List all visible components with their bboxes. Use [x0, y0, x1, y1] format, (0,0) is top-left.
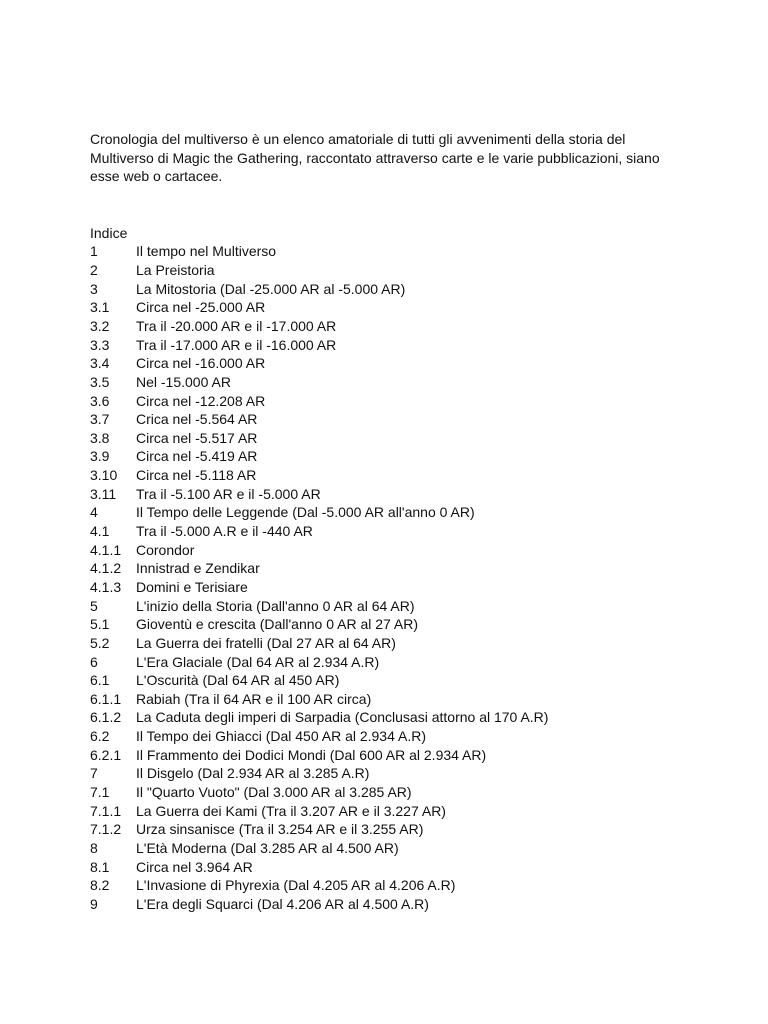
toc-entry-title: Il tempo nel Multiverso: [136, 243, 277, 260]
toc-entry-number: 7.1.1: [90, 802, 122, 819]
toc-entry: [90, 298, 690, 317]
toc-entry: [90, 373, 690, 392]
toc-entry-title: Circa nel 3.964 AR: [136, 858, 253, 875]
toc-entry-number: 3.4: [90, 355, 110, 372]
toc-entry-number: 2: [90, 262, 98, 279]
toc-entry-title: La Guerra dei Kami (Tra il 3.207 AR e il 3.227 AR): [136, 802, 446, 819]
toc-entry-number: 5.2: [90, 634, 110, 651]
toc-entry: [90, 690, 690, 709]
toc-entry: [90, 895, 690, 914]
toc-entry-number: 8.2: [90, 877, 110, 894]
toc-entry-title: Tra il -5.000 A.R e il -440 AR: [136, 523, 313, 540]
toc-entry: [90, 242, 690, 261]
toc-entry-title: Innistrad e Zendikar: [136, 560, 260, 577]
toc-entry-number: 3: [90, 280, 98, 297]
toc-entry: [90, 447, 690, 466]
toc-entry: [90, 317, 690, 336]
toc-entry-number: 3.2: [90, 317, 110, 334]
toc-entry: [90, 559, 690, 578]
toc-entry: [90, 653, 690, 672]
toc-entry-number: 4.1: [90, 523, 110, 540]
toc-entry-number: 3.3: [90, 336, 110, 353]
toc-entry: [90, 820, 690, 839]
toc-entry: [90, 783, 690, 802]
toc-entry: [90, 634, 690, 653]
toc-entry-title: Il "Quarto Vuoto" (Dal 3.000 AR al 3.285 AR): [136, 784, 412, 800]
toc-entry-title: La Caduta degli imperi di Sarpadia (Conclusasi attorno al 170 A.R): [136, 709, 549, 726]
toc-entry-number: 4: [90, 504, 98, 521]
toc-list: [90, 242, 690, 913]
toc-entry-title: Circa nel -16.000 AR: [136, 355, 266, 372]
toc-entry-title: Corondor: [136, 541, 195, 558]
toc-entry: [90, 503, 690, 522]
toc-entry: [90, 392, 690, 411]
toc-entry-title: Il Tempo delle Leggende (Dal -5.000 AR all'anno 0 AR): [136, 504, 475, 521]
toc-entry-title: Tra il -17.000 AR e il -16.000 AR: [136, 336, 337, 353]
toc-entry-number: 4.1.2: [90, 560, 122, 577]
toc-entry-title: Tra il -20.000 AR e il -17.000 AR: [136, 317, 337, 334]
toc-entry: [90, 261, 690, 280]
toc-entry-number: 3.11: [90, 485, 117, 502]
toc-heading: Indice: [90, 224, 128, 241]
document-page: [90, 130, 690, 913]
toc-entry-number: 4.1.3: [90, 578, 122, 595]
toc-entry-title: Circa nel -5.419 AR: [136, 448, 258, 465]
toc-entry-title: L'Età Moderna (Dal 3.285 AR al 4.500 AR): [136, 839, 399, 856]
toc-entry: [90, 410, 690, 429]
toc-entry-title: Il Frammento dei Dodici Mondi (Dal 600 AR al 2.934 AR): [136, 746, 487, 763]
toc-entry-title: Nel -15.000 AR: [136, 373, 231, 390]
toc-entry-title: Il Tempo dei Ghiacci (Dal 450 AR al 2.934 A.R): [136, 728, 427, 745]
toc-entry-number: 3.7: [90, 411, 110, 428]
toc-entry-title: Circa nel -25.000 AR: [136, 299, 266, 316]
toc-entry-number: 5: [90, 597, 98, 614]
toc-entry: [90, 708, 690, 727]
toc-entry: [90, 671, 690, 690]
toc-entry-number: 6.1: [90, 672, 110, 689]
toc-entry-number: 8: [90, 839, 98, 856]
toc-entry-number: 3.10: [90, 467, 118, 484]
toc-entry-number: 6.1.1: [90, 690, 122, 707]
toc-entry: [90, 839, 690, 858]
toc-entry-number: 3.6: [90, 392, 110, 409]
toc-entry-title: L'Era degli Squarci (Dal 4.206 AR al 4.500 A.R): [136, 895, 429, 912]
toc-entry-number: 7.1: [90, 784, 110, 800]
toc-entry-number: 6.2: [90, 728, 110, 745]
toc-entry: [90, 466, 690, 485]
table-of-contents: [90, 224, 690, 914]
toc-entry-number: 6.2.1: [90, 746, 122, 763]
toc-entry-number: 8.1: [90, 858, 110, 875]
toc-entry-title: La Preistoria: [136, 262, 215, 279]
toc-entry: [90, 727, 690, 746]
toc-entry-number: 6.1.2: [90, 709, 122, 726]
toc-entry-title: Domini e Terisiare: [136, 578, 248, 595]
toc-entry-title: L'Era Glaciale (Dal 64 AR al 2.934 A.R): [136, 653, 380, 670]
toc-entry: [90, 522, 690, 541]
toc-entry: [90, 541, 690, 560]
toc-entry-title: Circa nel -12.208 AR: [136, 392, 266, 409]
toc-entry-title: L'Invasione di Phyrexia (Dal 4.205 AR al 4.206 A.R): [136, 877, 456, 894]
intro-paragraph: Cronologia del multiverso è un elenco amatoriale di tutti gli avvenimenti della storia del Multiverso di Magic the Gathering, raccontato attraverso carte e le varie pubblicazioni, siano esse web o cartacee.: [90, 131, 660, 185]
toc-entry-title: La Mitostoria (Dal -25.000 AR al -5.000 AR): [136, 280, 406, 297]
toc-entry-number: 1: [90, 243, 98, 260]
toc-entry: [90, 597, 690, 616]
toc-entry: [90, 764, 690, 783]
toc-entry-title: Urza sinsanisce (Tra il 3.254 AR e il 3.255 AR): [136, 821, 424, 838]
toc-entry: [90, 746, 690, 765]
toc-entry-number: 4.1.1: [90, 541, 122, 558]
toc-entry-title: Tra il -5.100 AR e il -5.000 AR: [136, 485, 321, 502]
toc-entry: [90, 280, 690, 299]
toc-entry: [90, 876, 690, 895]
toc-entry-title: Gioventù e crescita (Dall'anno 0 AR al 27 AR): [136, 616, 419, 633]
toc-entry: [90, 802, 690, 821]
toc-entry-number: 3.9: [90, 448, 110, 465]
toc-entry: [90, 429, 690, 448]
toc-entry-title: Circa nel -5.118 AR: [136, 467, 257, 484]
toc-entry: [90, 354, 690, 373]
toc-entry-number: 3.1: [90, 299, 110, 316]
toc-entry: [90, 858, 690, 877]
toc-entry-number: 7.1.2: [90, 821, 122, 838]
toc-entry-number: 6: [90, 653, 98, 670]
toc-entry-number: 5.1: [90, 616, 110, 633]
toc-entry-title: Il Disgelo (Dal 2.934 AR al 3.285 A.R): [136, 765, 370, 782]
toc-entry-number: 7: [90, 765, 98, 782]
toc-entry-title: Crica nel -5.564 AR: [136, 411, 258, 428]
toc-entry-title: L'inizio della Storia (Dall'anno 0 AR al 64 AR): [136, 597, 415, 614]
toc-entry-title: Circa nel -5.517 AR: [136, 429, 258, 446]
toc-entry-number: 3.5: [90, 373, 110, 390]
toc-entry: [90, 578, 690, 597]
toc-entry-title: L'Oscurità (Dal 64 AR al 450 AR): [136, 672, 340, 689]
toc-entry-title: La Guerra dei fratelli (Dal 27 AR al 64 AR): [136, 634, 396, 651]
toc-entry: [90, 615, 690, 634]
toc-entry-number: 3.8: [90, 429, 110, 446]
toc-entry-title: Rabiah (Tra il 64 AR e il 100 AR circa): [136, 690, 372, 707]
toc-entry-number: 9: [90, 895, 98, 912]
toc-entry: [90, 336, 690, 355]
toc-entry: [90, 485, 690, 504]
